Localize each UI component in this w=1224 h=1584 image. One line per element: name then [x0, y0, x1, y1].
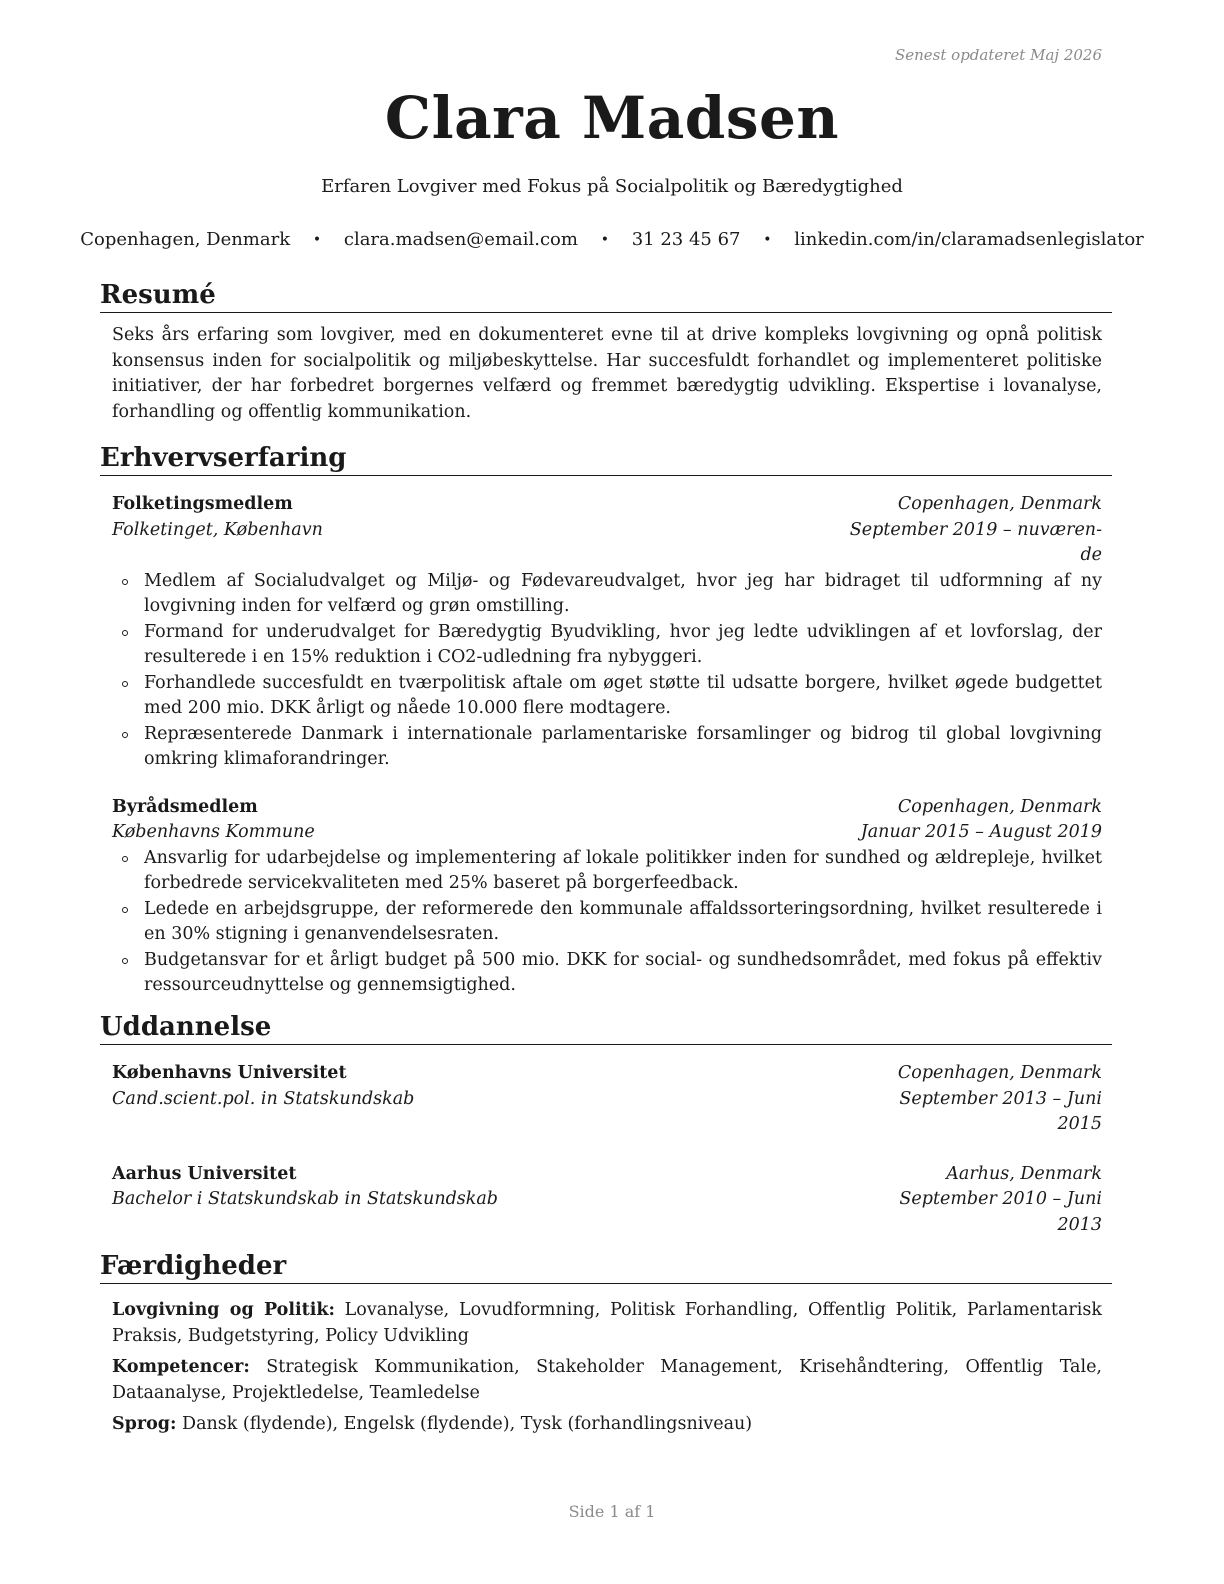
separator-bullet: • [600, 232, 609, 248]
job-entry [112, 795, 1102, 999]
job-bullet-list [112, 569, 1102, 773]
list-item: Medlem af Socialudvalget og Miljø- og Fødevareudvalget, hvor jeg har bidraget til udformning af ny lovgivning inden for velfærd og grøn omstilling. [144, 569, 1102, 620]
job-location: Copenhagen, Denmark [897, 494, 1102, 514]
job-location: Copenhagen, Denmark [897, 796, 1102, 817]
school-location: Aarhus, Denmark [946, 1163, 1102, 1184]
separator-bullet: • [763, 232, 772, 248]
school-location: Copenhagen, Denmark [897, 1063, 1102, 1083]
list-item: Formand for underudvalget for Bæredygtig Byudvikling, hvor jeg ledte udviklingen af et lovforslag, der resulterede i en 15% reduktion i CO2-udledning fra nybyggeri. [144, 620, 1102, 671]
skill-group-text: Lovanalyse, Lovudformning, Politisk Forhandling, Offentlig Politik, Parlamentarisk Praksis, Budgetstyring, Policy Udvikling [112, 1300, 1102, 1346]
education-entry [112, 1061, 1102, 1138]
skills-section [100, 1251, 1112, 1444]
skill-group-text: Strategisk Kommunikation, Stakeholder Management, Krisehåndtering, Offentlig Tale, Dataanalyse, Projektledelse, Teamledelse [112, 1357, 1102, 1403]
contact-email[interactable]: clara.madsen@email.com [343, 229, 578, 250]
contact-linkedin[interactable]: linkedin.com/in/claramadsenlegislator [794, 229, 1144, 250]
skill-group [112, 1412, 1102, 1438]
contact-location: Copenhagen, Denmark [80, 229, 291, 250]
education-dates [866, 1187, 1102, 1238]
job-entry [112, 492, 1102, 773]
education-dates [866, 1087, 1102, 1138]
degree-name: Cand.scient.pol. in Statskundskab [112, 1088, 415, 1109]
skill-group-text: Dansk (flydende), Engelsk (flydende), Tysk (forhandlingsniveau) [182, 1414, 753, 1434]
skill-group-label: Lovgivning og Politik: [112, 1300, 335, 1320]
summary-text: Seks års erfaring som lovgiver, med en dokumenteret evne til at drive kompleks lovgivning og opnå politisk konsensus inden for socialpolitik og miljøbeskyttelse. Har succesfuldt forhandlet og implementeret politiske initiativer, der har forbedret borgernes velfærd og fremmet bæredygtig udvikling. Ekspertise i lovanalyse, forhandling og offentlig kommunikation. [112, 325, 1102, 422]
job-bullet-list [112, 846, 1102, 999]
job-dates-line1: September 2019 – nuværen- [849, 519, 1102, 540]
education-entry [112, 1162, 1102, 1239]
section-heading-experience: Erhvervserfaring [100, 443, 1112, 476]
last-updated-note: Senest opdateret Maj 2026 [894, 46, 1102, 64]
education-dates-line2: 2015 [1057, 1114, 1102, 1134]
skill-group [112, 1298, 1102, 1349]
job-organization: Folketinget, København [112, 519, 323, 540]
list-item: Repræsenterede Danmark i internationale parlamentariske forsamlinger og bidrog til global lovgivning omkring klimaforandringer. [144, 722, 1102, 773]
education-section [100, 1012, 1112, 1238]
job-title: Folketingsmedlem [112, 494, 293, 514]
list-item: Forhandlede succesfuldt en tværpolitisk aftale om øget støtte til udsatte borgere, hvilket øgede budgettet med 200 mio. DKK årligt og nåede 10.000 flere modtagere. [144, 671, 1102, 722]
section-heading-education: Uddannelse [100, 1012, 1112, 1045]
school-name: Københavns Universitet [112, 1063, 347, 1083]
school-name: Aarhus Universitet [112, 1163, 297, 1184]
list-item: Ansvarlig for udarbejdelse og implementering af lokale politikker inden for sundhed og ældrepleje, hvilket forbedrede servicekvaliteten med 25% baseret på borgerfeedback. [144, 846, 1102, 897]
job-dates-line2: de [1080, 545, 1102, 565]
education-dates-line1: September 2013 – Juni [899, 1088, 1102, 1109]
job-dates: Januar 2015 – August 2019 [860, 822, 1102, 842]
section-heading-skills: Færdigheder [100, 1251, 1112, 1284]
degree-name: Bachelor i Statskundskab in Statskundskab [112, 1189, 499, 1209]
skill-group-label: Sprog: [112, 1414, 177, 1434]
candidate-name: Clara Madsen [384, 84, 840, 152]
job-organization: Københavns Kommune [112, 822, 315, 842]
list-item: Budgetansvar for et årligt budget på 500 mio. DKK for social- og sundhedsområdet, med fokus på effektiv ressourceudnyttelse og gennemsigtighed. [144, 948, 1102, 999]
list-item: Ledede en arbejdsgruppe, der reformerede den kommunale affaldssorteringsordning, hvilket resulterede i en 30% stigning i genanvendelsesraten. [144, 897, 1102, 948]
education-dates-line2: 2013 [1057, 1214, 1102, 1235]
candidate-tagline: Erfaren Lovgiver med Fokus på Socialpolitik og Bæredygtighed [321, 176, 903, 197]
education-dates-line1: September 2010 – Juni [899, 1189, 1102, 1209]
skill-group [112, 1355, 1102, 1406]
contact-phone: 31 23 45 67 [631, 229, 741, 250]
page-number: Side 1 af 1 [568, 1502, 656, 1521]
separator-bullet: • [312, 232, 322, 248]
summary-section [100, 280, 1112, 425]
job-dates [850, 518, 1102, 569]
contact-line [0, 229, 1224, 250]
job-title: Byrådsmedlem [112, 796, 258, 817]
section-heading-summary: Resumé [100, 280, 1112, 313]
experience-section [100, 443, 1112, 999]
skill-group-label: Kompetencer: [112, 1357, 250, 1377]
